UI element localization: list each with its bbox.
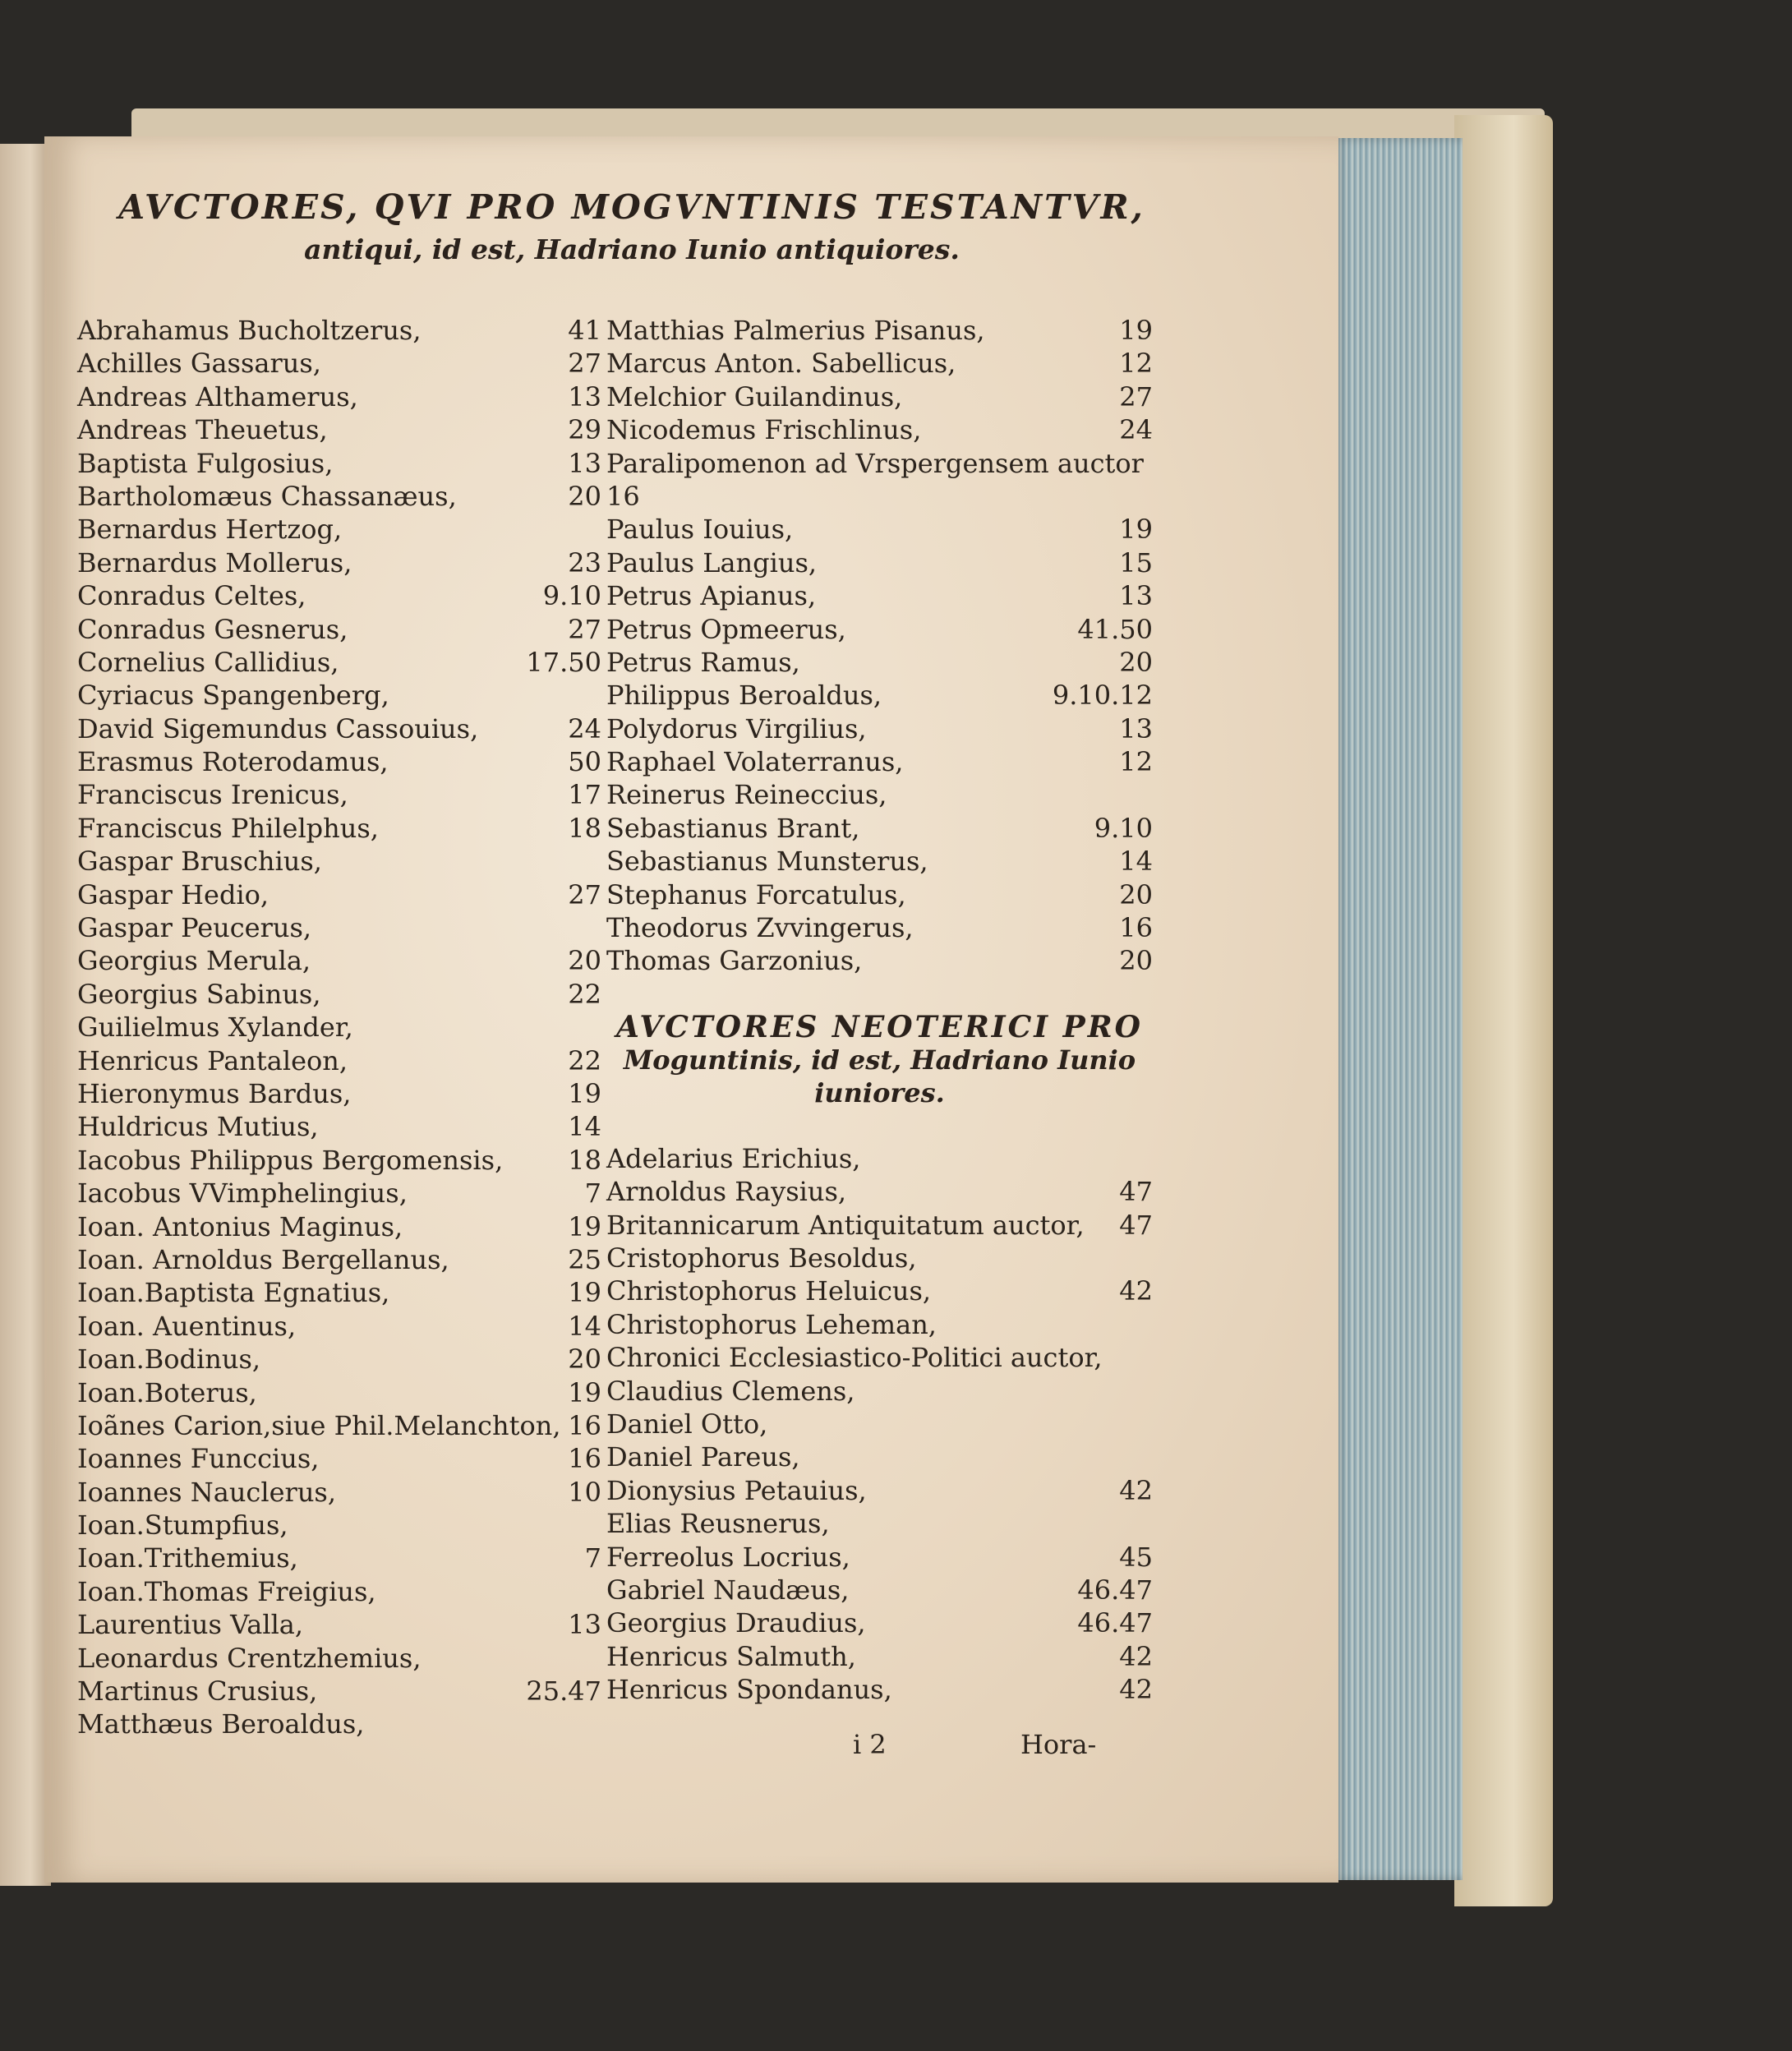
page-reference: 20 [568, 945, 601, 977]
index-entry [77, 513, 601, 546]
section-spacer [606, 1109, 1153, 1142]
index-entry [606, 314, 1153, 347]
author-name: Cristophorus Besoldus, [606, 1242, 917, 1274]
author-name: Ioãnes Carion,siue Phil.Melanchton, [77, 1409, 561, 1441]
index-entry [606, 546, 1153, 579]
section-heading-line-2: Moguntinis, id est, Hadriano Iunio [623, 1044, 1136, 1076]
index-entry [77, 1177, 601, 1210]
index-entry [606, 944, 1153, 977]
index-entry [77, 679, 601, 712]
author-name: Ioan. Auentinus, [77, 1310, 297, 1342]
author-name: Achilles Gassarus, [77, 348, 321, 380]
page-heading: AVCTORES, QVI PRO MOGVNTINIS TESTANTVR, [118, 187, 1145, 227]
index-entry [77, 1310, 601, 1343]
index-entry [606, 1507, 1153, 1540]
author-name: Gaspar Peucerus, [77, 912, 312, 944]
author-name: Iacobus VVimphelingius, [77, 1178, 408, 1210]
page-reference: 14 [568, 1111, 601, 1143]
page-reference: 9.10 [1094, 812, 1153, 844]
index-entry [77, 347, 601, 380]
index-entry [77, 1243, 601, 1276]
index-entry [77, 1542, 601, 1574]
author-name: Reinerus Reineccius, [606, 779, 887, 811]
page-reference: 46.47 [1077, 1607, 1153, 1639]
index-entry [606, 1209, 1153, 1242]
author-name: Gabriel Naudæus, [606, 1574, 850, 1606]
page-reference: 9.10.12 [1052, 680, 1153, 712]
author-name: Martinus Crusius, [77, 1675, 318, 1708]
page-reference: 18 [568, 1144, 601, 1176]
page-reference: 13 [568, 380, 601, 413]
index-entry [77, 845, 601, 878]
page-reference: 14 [568, 1310, 601, 1342]
index-entry [77, 447, 601, 480]
page-reference: 17 [568, 779, 601, 811]
author-name: Hieronymus Bardus, [77, 1077, 352, 1109]
page-reference: 13 [1119, 712, 1153, 744]
binding-cover [1454, 115, 1553, 1906]
author-name: Ioan.Trithemius, [77, 1542, 298, 1574]
page-reference: 41.50 [1077, 613, 1153, 645]
index-entry [606, 613, 1153, 646]
signature-mark: i 2 [853, 1729, 887, 1760]
page-reference: 47 [1119, 1209, 1153, 1241]
author-name: Andreas Althamerus, [77, 380, 358, 413]
index-entry [77, 1608, 601, 1641]
author-name: Petrus Ramus, [606, 646, 800, 678]
author-name: Erasmus Roterodamus, [77, 746, 389, 778]
section-heading-line-3: iuniores. [814, 1076, 945, 1108]
index-entry [77, 613, 601, 646]
author-name: Philippus Beroaldus, [606, 680, 882, 712]
author-name: Franciscus Philelphus, [77, 812, 379, 844]
author-name: Ferreolus Locrius, [606, 1541, 850, 1573]
index-entry [606, 1673, 1153, 1706]
author-name: Raphael Volaterranus, [606, 746, 904, 778]
index-entry [77, 1509, 601, 1542]
index-entry [606, 1541, 1153, 1574]
author-name: Sebastianus Munsterus, [606, 846, 928, 878]
page-reference: 27 [568, 613, 601, 645]
author-name: Huldricus Mutius, [77, 1111, 319, 1143]
page-reference: 9.10 [542, 580, 601, 612]
page-reference: 14 [1119, 846, 1153, 878]
author-name: Marcus Anton. Sabellicus, [606, 348, 956, 380]
facing-page-edge [0, 144, 51, 1886]
author-name: Daniel Pareus, [606, 1441, 800, 1473]
index-entry [606, 1175, 1153, 1208]
index-entry [77, 878, 601, 911]
page-reference: 13 [568, 1609, 601, 1641]
right-column [606, 314, 1153, 1706]
book-page [44, 136, 1338, 1883]
page-subtitle: antiqui, id est, Hadriano Iunio antiquiores. [304, 233, 960, 265]
author-name: Petrus Apianus, [606, 580, 817, 612]
index-entry [77, 1442, 601, 1475]
author-name: 16 [606, 480, 640, 512]
index-entry [77, 1110, 601, 1143]
author-name: Matthias Palmerius Pisanus, [606, 315, 985, 346]
page-reference: 47 [1119, 1176, 1153, 1208]
index-entry [77, 978, 601, 1011]
author-name: Dionysius Petauius, [606, 1474, 867, 1506]
page-reference: 42 [1119, 1674, 1153, 1706]
author-name: Andreas Theuetus, [77, 414, 328, 446]
author-name: Britannicarum Antiquitatum auctor, [606, 1209, 1085, 1241]
page-reference: 13 [1119, 580, 1153, 612]
index-entry [77, 480, 601, 513]
index-entry [606, 513, 1153, 546]
index-entry [606, 745, 1153, 778]
index-entry [77, 1144, 601, 1177]
author-name: Melchior Guilandinus, [606, 380, 903, 413]
author-name: Henricus Pantaleon, [77, 1044, 348, 1076]
page-reference: 13 [568, 447, 601, 479]
page-reference: 42 [1119, 1275, 1153, 1307]
author-name: Abrahamus Bucholtzerus, [77, 315, 422, 346]
author-name: Claudius Clemens, [606, 1375, 855, 1407]
index-entry [77, 1675, 601, 1708]
page-reference: 12 [1119, 348, 1153, 380]
page-reference: 27 [1119, 380, 1153, 413]
index-entry [77, 646, 601, 679]
page-reference: 16 [568, 1409, 601, 1441]
page-reference: 15 [1119, 546, 1153, 578]
page-reference: 18 [568, 812, 601, 844]
section-heading: AVCTORES NEOTERICI PRO [616, 1009, 1143, 1044]
author-name: Ioannes Nauclerus, [77, 1476, 337, 1508]
page-reference: 20 [1119, 878, 1153, 910]
index-entry [606, 1474, 1153, 1507]
author-name: Paulus Iouius, [606, 514, 794, 546]
page-reference: 24 [1119, 414, 1153, 446]
page-reference: 19 [568, 1277, 601, 1309]
index-entry [77, 1210, 601, 1243]
author-name: Christophorus Heluicus, [606, 1275, 932, 1307]
author-name: Elias Reusnerus, [606, 1508, 830, 1540]
author-name: Sebastianus Brant, [606, 812, 860, 844]
author-name: Henricus Spondanus, [606, 1674, 892, 1706]
index-entry [606, 778, 1153, 811]
author-name: Georgius Sabinus, [77, 978, 321, 1010]
author-name: Ioan.Baptista Egnatius, [77, 1277, 390, 1309]
index-entry [77, 314, 601, 347]
page-reference: 22 [568, 978, 601, 1010]
index-entry [77, 812, 601, 845]
author-name: Bernardus Mollerus, [77, 546, 352, 578]
index-entry [77, 911, 601, 944]
index-entry [77, 1276, 601, 1309]
index-entry [77, 1476, 601, 1509]
index-entry [606, 812, 1153, 845]
author-name: Daniel Otto, [606, 1408, 768, 1440]
index-entry [606, 380, 1153, 413]
index-entry [606, 1606, 1153, 1639]
author-name: Thomas Garzonius, [606, 945, 863, 977]
author-name: Guilielmus Xylander, [77, 1012, 353, 1044]
index-entry [606, 1308, 1153, 1341]
page-reference: 16 [568, 1443, 601, 1475]
page-reference: 16 [1119, 912, 1153, 944]
index-entry [77, 1343, 601, 1376]
page-reference: 19 [568, 1210, 601, 1242]
page-reference: 7 [584, 1542, 601, 1574]
author-name: Ioannes Funccius, [77, 1443, 320, 1475]
index-entry [77, 1575, 601, 1608]
author-name: Ioan.Thomas Freigius, [77, 1575, 376, 1607]
index-entry [77, 944, 601, 977]
index-entry [77, 1642, 601, 1675]
left-column-list [77, 314, 601, 1741]
index-entry [77, 1409, 601, 1442]
page-reference: 50 [568, 746, 601, 778]
author-name: Adelarius Erichius, [606, 1142, 861, 1174]
page-reference: 45 [1119, 1541, 1153, 1573]
author-name: Polydorus Virgilius, [606, 712, 867, 744]
index-entry [606, 480, 1153, 513]
right-column-list-antiqui [606, 314, 1153, 978]
author-name: Matthæus Beroaldus, [77, 1708, 365, 1740]
index-entry [77, 579, 601, 612]
page-reference: 24 [568, 712, 601, 744]
page-reference: 20 [1119, 945, 1153, 977]
index-entry [606, 1341, 1153, 1374]
catchword: Hora- [1020, 1729, 1097, 1760]
index-entry [606, 1274, 1153, 1307]
author-name: Bartholomæus Chassanæus, [77, 480, 457, 512]
page-reference: 19 [568, 1077, 601, 1109]
index-entry [606, 1242, 1153, 1274]
author-name: Baptista Fulgosius, [77, 447, 334, 479]
author-name: Cornelius Callidius, [77, 646, 339, 678]
author-name: Laurentius Valla, [77, 1609, 304, 1641]
index-entry [77, 413, 601, 446]
author-name: Nicodemus Frischlinus, [606, 414, 922, 446]
page-reference: 19 [568, 1376, 601, 1408]
index-entry [77, 778, 601, 811]
index-entry [606, 646, 1153, 679]
page-reference: 25.47 [526, 1675, 601, 1708]
author-name: Gaspar Hedio, [77, 878, 269, 910]
page-reference: 22 [568, 1044, 601, 1076]
author-name: Paralipomenon ad Vrspergensem auctor [606, 447, 1144, 479]
index-entry [77, 380, 601, 413]
author-name: Theodorus Zvvingerus, [606, 912, 914, 944]
page-reference: 42 [1119, 1640, 1153, 1672]
index-entry [606, 447, 1153, 480]
page-reference: 7 [584, 1178, 601, 1210]
page-fore-edge [1331, 138, 1463, 1880]
right-column-list-neoterici [606, 1142, 1153, 1707]
index-entry [77, 745, 601, 778]
author-name: Bernardus Hertzog, [77, 514, 343, 546]
author-name: Chronici Ecclesiastico-Politici auctor, [606, 1342, 1103, 1374]
author-name: Franciscus Irenicus, [77, 779, 348, 811]
index-entry [606, 911, 1153, 944]
author-name: Stephanus Forcatulus, [606, 878, 906, 910]
author-name: Ioan.Bodinus, [77, 1344, 261, 1376]
index-entry [77, 712, 601, 745]
index-entry [606, 1574, 1153, 1606]
page-reference: 42 [1119, 1474, 1153, 1506]
index-entry [606, 679, 1153, 712]
author-name: Georgius Merula, [77, 945, 311, 977]
author-name: Ioan. Antonius Maginus, [77, 1210, 403, 1242]
page-reference: 23 [568, 546, 601, 578]
author-name: Ioan. Arnoldus Bergellanus, [77, 1243, 449, 1275]
index-entry [77, 1376, 601, 1409]
author-name: Conradus Celtes, [77, 580, 306, 612]
author-name: Conradus Gesnerus, [77, 613, 348, 645]
page-reference: 19 [1119, 315, 1153, 346]
page-reference: 10 [568, 1476, 601, 1508]
author-name: Christophorus Leheman, [606, 1308, 937, 1340]
index-entry [606, 347, 1153, 380]
author-name: Cyriacus Spangenberg, [77, 680, 389, 712]
index-entry [606, 845, 1153, 878]
index-entry [606, 1640, 1153, 1673]
author-name: Leonardus Crentzhemius, [77, 1642, 422, 1674]
index-entry [606, 579, 1153, 612]
author-name: Ioan.Boterus, [77, 1376, 257, 1408]
index-entry [77, 1708, 601, 1740]
index-entry [606, 878, 1153, 911]
index-entry [77, 1044, 601, 1077]
page-reference: 46.47 [1077, 1574, 1153, 1606]
index-entry [77, 1011, 601, 1044]
page-reference: 25 [568, 1243, 601, 1275]
index-entry [77, 546, 601, 579]
index-entry [606, 1408, 1153, 1440]
author-name: Ioan.Stumpfius, [77, 1509, 288, 1542]
author-name: Henricus Salmuth, [606, 1640, 856, 1672]
page-reference: 20 [568, 1344, 601, 1376]
author-name: David Sigemundus Cassouius, [77, 712, 479, 744]
author-name: Iacobus Philippus Bergomensis, [77, 1144, 504, 1176]
index-entry [606, 1142, 1153, 1175]
author-name: Arnoldus Raysius, [606, 1176, 847, 1208]
index-entry [606, 712, 1153, 745]
page-reference: 19 [1119, 514, 1153, 546]
author-name: Petrus Opmeerus, [606, 613, 846, 645]
page-reference: 41 [568, 315, 601, 346]
author-name: Gaspar Bruschius, [77, 846, 322, 878]
index-entry [606, 1440, 1153, 1473]
page-reference: 29 [568, 414, 601, 446]
index-entry [606, 413, 1153, 446]
page-reference: 27 [568, 878, 601, 910]
page-reference: 17.50 [526, 646, 601, 678]
index-entry [606, 1375, 1153, 1408]
page-reference: 20 [568, 480, 601, 512]
page-reference: 20 [1119, 646, 1153, 678]
author-name: Paulus Langius, [606, 546, 818, 578]
page-reference: 12 [1119, 746, 1153, 778]
page-reference: 27 [568, 348, 601, 380]
author-name: Georgius Draudius, [606, 1607, 866, 1639]
index-entry [77, 1077, 601, 1110]
